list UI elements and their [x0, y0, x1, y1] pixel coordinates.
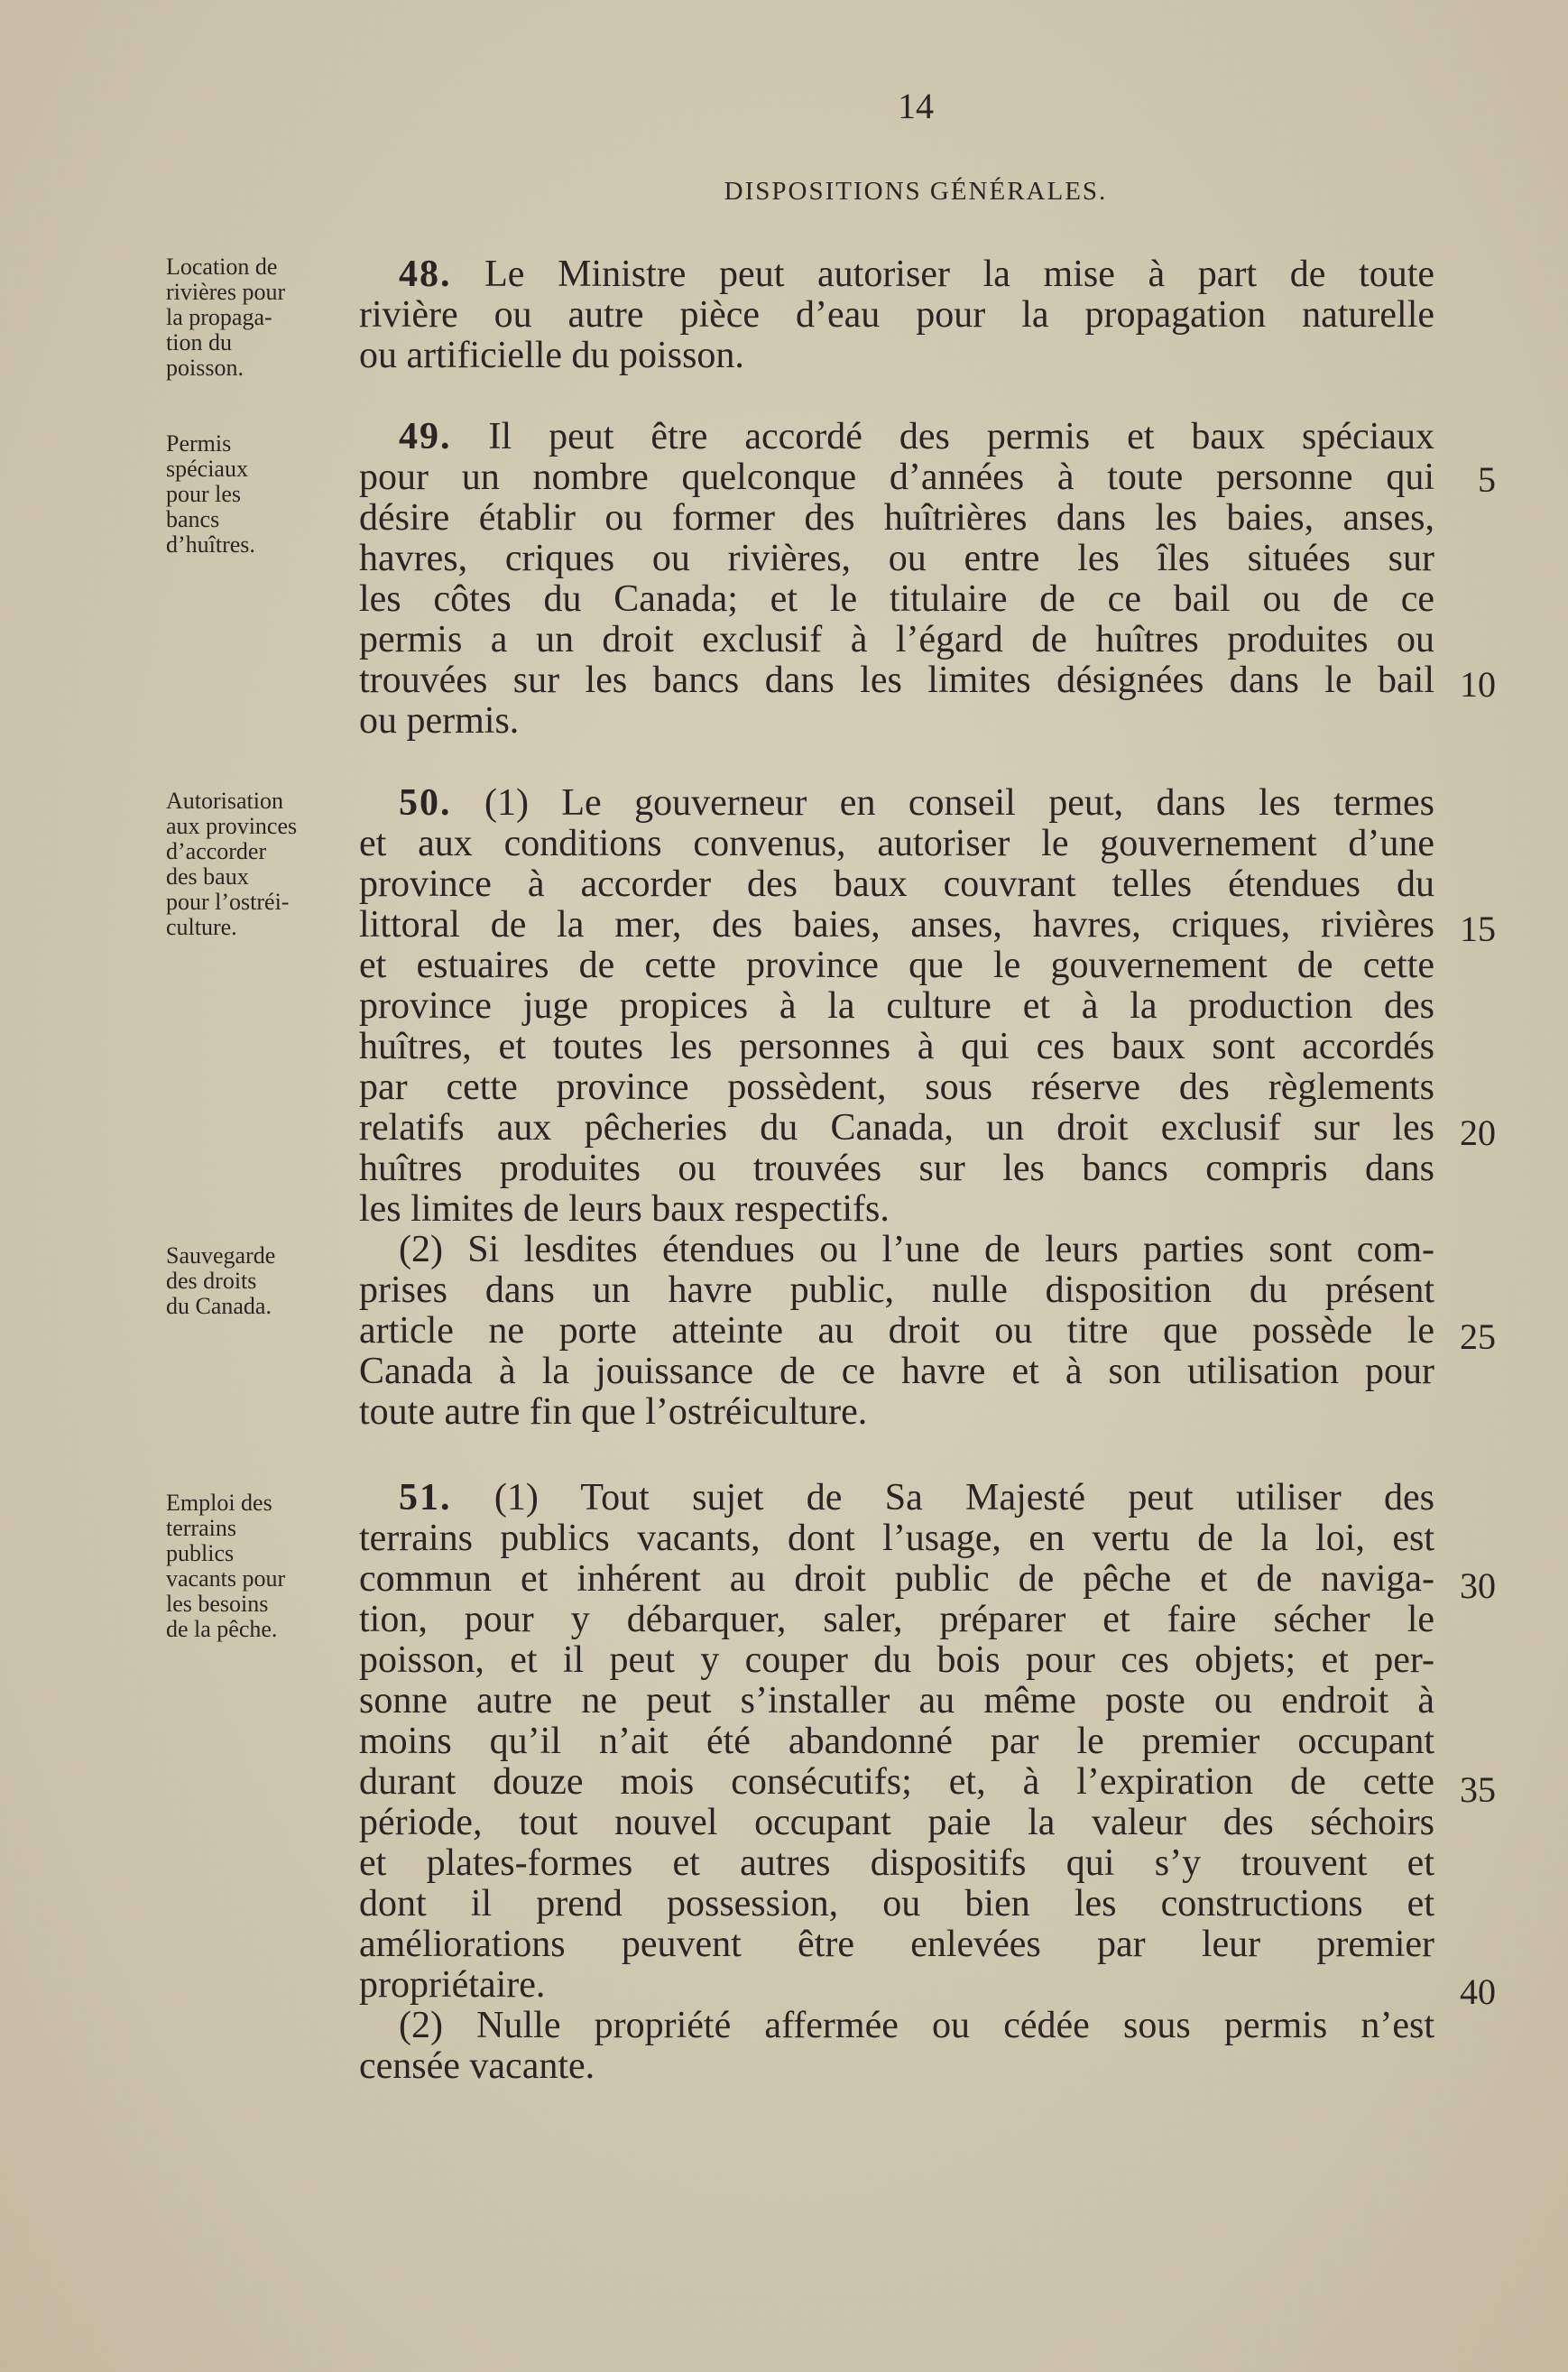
body-line: propriétaire. — [359, 1964, 546, 2006]
margin-note-provincial-authorization: Autorisation aux provinces d’accorder des baux pour l’ostréi- culture. — [166, 788, 298, 940]
article-number: 49. — [399, 416, 452, 457]
body-line: censée vacante. — [359, 2045, 595, 2087]
body-line: (2) Nulle propriété affermée ou cédée sous permis n’est — [399, 2005, 1434, 2046]
margin-note-canada-rights: Sauvegarde des droits du Canada. — [166, 1242, 276, 1319]
margin-note-oyster-permits: Permis spéciaux pour les bancs d’huîtres. — [166, 430, 255, 558]
body-line: permis a un droit exclusif à l’égard de huîtres produites ou — [359, 619, 1434, 660]
body-line: huîtres produites ou trouvées sur les bancs compris dans — [359, 1148, 1434, 1189]
body-line: prises dans un havre public, nulle disposition du présent — [359, 1269, 1434, 1311]
article-number: 51. — [399, 1477, 452, 1518]
body-line: 50. (1) Le gouverneur en conseil peut, dans les termes — [399, 782, 1435, 824]
body-line: moins qu’il n’ait été abandonné par le premier occupant — [359, 1721, 1434, 1762]
body-line: ou artificielle du poisson. — [359, 335, 744, 376]
article-number: 50. — [399, 782, 452, 824]
body-line: période, tout nouvel occupant paie la valeur des séchoirs — [359, 1802, 1434, 1843]
body-line: terrains publics vacants, dont l’usage, en vertu de la loi, est — [359, 1518, 1434, 1559]
body-line: tion, pour y débarquer, saler, préparer et faire sécher le — [359, 1599, 1434, 1640]
line-number: 40 — [1460, 1971, 1496, 2012]
body-line: pour un nombre quelconque d’années à toute personne qui — [359, 457, 1434, 498]
body-line: huîtres, et toutes les personnes à qui ces baux sont accordés — [359, 1026, 1434, 1067]
body-line: durant douze mois consécutifs; et, à l’expiration de cette — [359, 1761, 1434, 1803]
margin-note-river-leasing: Location de rivières pour la propaga- tion du poisson. — [166, 254, 286, 381]
line-number: 5 — [1478, 459, 1496, 500]
line-number: 10 — [1460, 664, 1496, 705]
page-number: 14 — [898, 86, 934, 126]
body-line: et aux conditions convenus, autoriser le gouvernement d’une — [359, 823, 1434, 864]
body-line: améliorations peuvent être enlevées par leur premier — [359, 1924, 1434, 1965]
margin-note-public-lands: Emploi des terrains publics vacants pour les besoins de la pêche. — [166, 1490, 286, 1642]
body-line: littoral de la mer, des baies, anses, havres, criques, rivières — [359, 904, 1434, 946]
body-line: et plates-formes et autres dispositifs qui s’y trouvent et — [359, 1842, 1434, 1884]
body-line: 49. Il peut être accordé des permis et baux spéciaux — [399, 416, 1434, 457]
body-line: (2) Si lesdites étendues ou l’une de leurs parties sont com- — [399, 1229, 1434, 1270]
line-number: 35 — [1460, 1769, 1496, 1810]
body-line: sonne autre ne peut s’installer au même poste ou endroit à — [359, 1680, 1434, 1721]
body-line: 48. Le Ministre peut autoriser la mise à part de toute — [399, 254, 1435, 295]
body-line: province juge propices à la culture et à la production des — [359, 985, 1434, 1027]
body-line: havres, criques ou rivières, ou entre les îles situées sur — [359, 538, 1434, 579]
body-line: poisson, et il peut y couper du bois pour ces objets; et per- — [359, 1639, 1434, 1681]
line-number: 20 — [1460, 1112, 1496, 1153]
body-line: et estuaires de cette province que le gouvernement de cette — [359, 945, 1434, 986]
body-line: commun et inhérent au droit public de pêche et de naviga- — [359, 1558, 1434, 1600]
line-number: 30 — [1460, 1565, 1496, 1606]
body-line: désire établir ou former des huîtrières dans les baies, anses, — [359, 497, 1434, 539]
body-line: les limites de leurs baux respectifs. — [359, 1188, 890, 1230]
article-number: 48. — [399, 254, 452, 295]
line-number: 25 — [1460, 1316, 1496, 1357]
body-line: rivière ou autre pièce d’eau pour la propagation naturelle — [359, 294, 1434, 336]
body-line: province à accorder des baux couvrant telles étendues du — [359, 863, 1434, 905]
body-line: ou permis. — [359, 700, 520, 742]
body-line: relatifs aux pêcheries du Canada, un droit exclusif sur les — [359, 1107, 1434, 1149]
body-line: Canada à la jouissance de ce havre et à son utilisation pour — [359, 1351, 1434, 1392]
line-number: 15 — [1460, 909, 1496, 949]
body-line: les côtes du Canada; et le titulaire de ce bail ou de ce — [359, 578, 1434, 620]
body-line: article ne porte atteinte au droit ou titre que possède le — [359, 1310, 1434, 1352]
body-line: dont il prend possession, ou bien les constructions et — [359, 1883, 1434, 1924]
body-line: par cette province possèdent, sous réserve des règlements — [359, 1066, 1434, 1108]
section-heading: DISPOSITIONS GÉNÉRALES. — [724, 177, 1108, 206]
body-line: trouvées sur les bancs dans les limites désignées dans le bail — [359, 660, 1434, 701]
body-line: toute autre fin que l’ostréiculture. — [359, 1391, 868, 1433]
body-line: 51. (1) Tout sujet de Sa Majesté peut utiliser des — [399, 1477, 1435, 1518]
